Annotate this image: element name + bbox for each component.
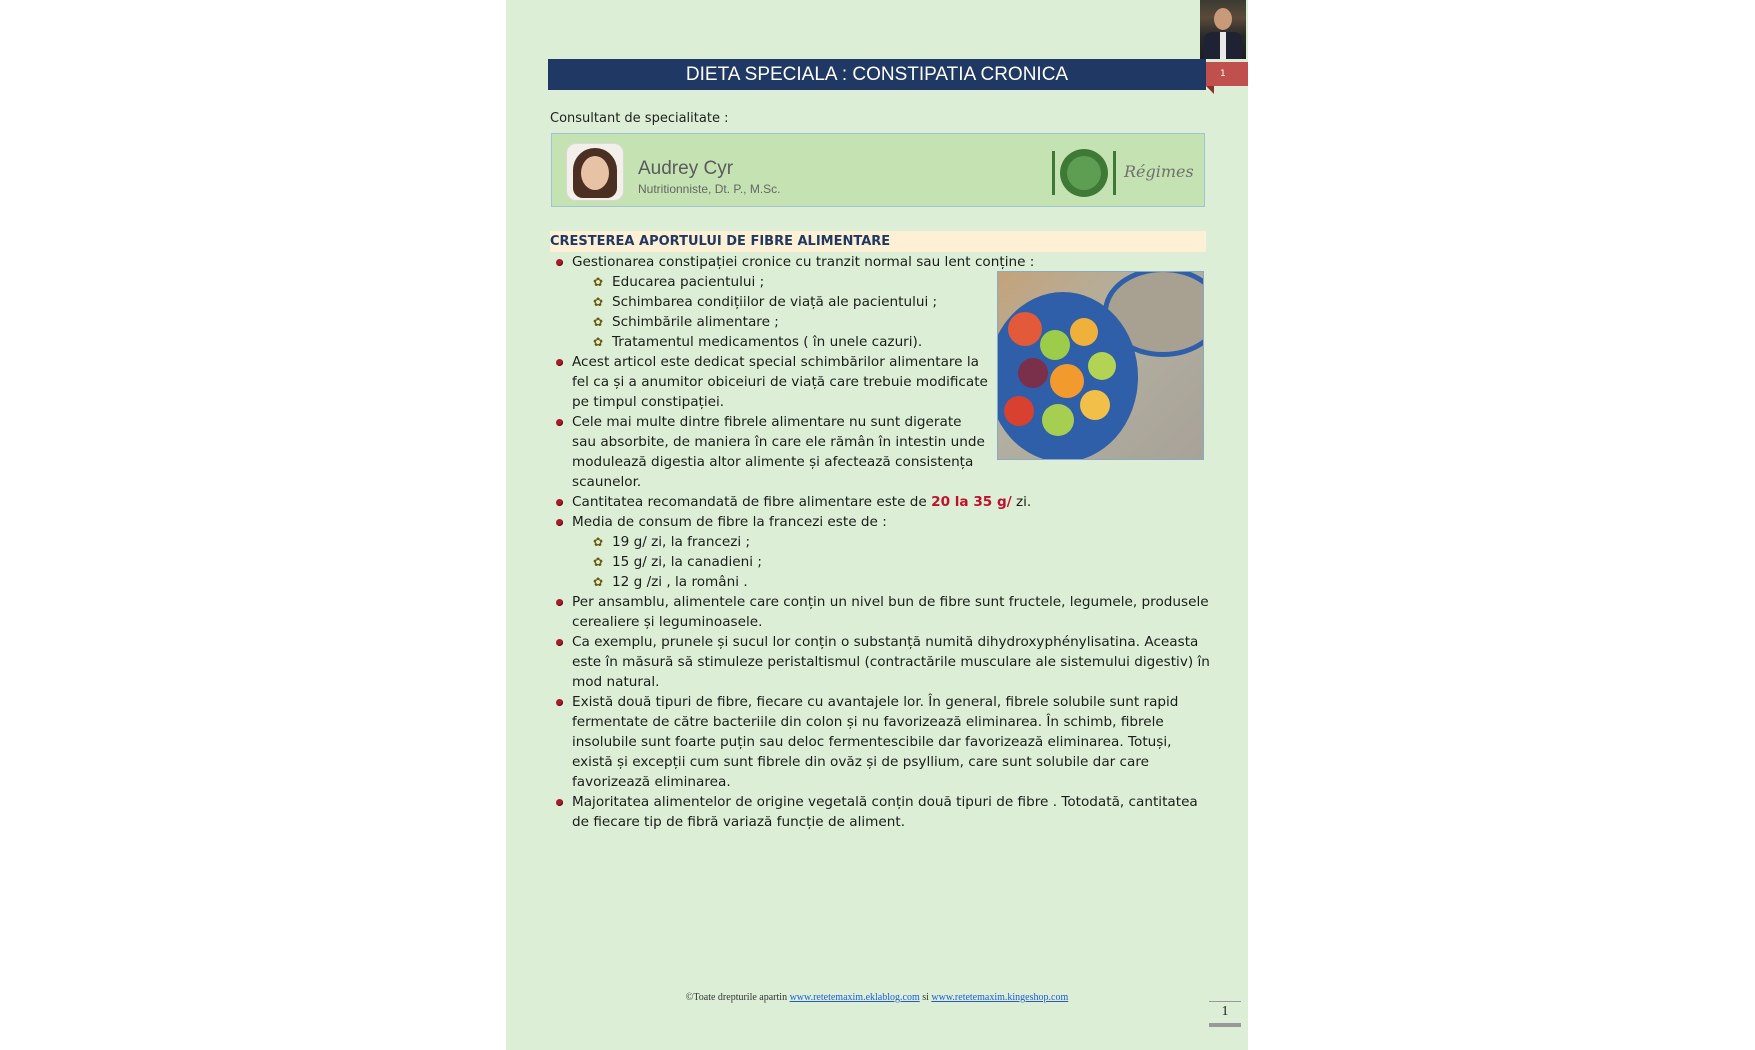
page-ribbon: 1: [1206, 62, 1248, 86]
bullet-sub-icon: ✿: [593, 335, 604, 349]
eklablog-link[interactable]: www.retetemaxim.eklablog.com: [789, 992, 920, 1003]
bullet-icon: [556, 519, 563, 526]
article-line: modulează digestia altor alimente și afectează consistența: [572, 454, 974, 470]
article-line: 19 g/ zi, la francezi ;: [612, 534, 751, 550]
article-line: fel ca și a anumitor obiceiuri de viață care trebuie modificate: [572, 374, 988, 390]
article-line: Majoritatea alimentelor de origine vegetală conțin două tipuri de fibre . Totodată, cantitatea: [572, 794, 1198, 810]
article-line: sau absorbite, de maniera în care ele rămân în intestin unde: [572, 434, 985, 450]
document-page: [506, 0, 1248, 1050]
bullet-icon: [556, 799, 563, 806]
article-line: 12 g /zi , la români .: [612, 574, 748, 590]
article-line: Ca exemplu, prunele și sucul lor conțin o substanță numită dihydroxyphénylisatina. Aceasta: [572, 634, 1199, 650]
section-heading: CRESTEREA APORTULUI DE FIBRE ALIMENTARE: [550, 231, 1206, 252]
article-line: este în măsură să stimuleze peristaltismul (contractările musculare ale sistemului digestiv) în: [572, 654, 1210, 670]
article-line: favorizează eliminarea.: [572, 774, 731, 790]
article-line: Per ansamblu, alimentele care conțin un nivel bun de fibre sunt fructele, legumele, produsele: [572, 594, 1209, 610]
article-line: există și excepții cum sunt fibrele din ovăz și de psyllium, care sunt solubile dar care: [572, 754, 1150, 770]
article-line: mod natural.: [572, 674, 660, 690]
article-line: fermentate de către bacteriile din colon și nu favorizează eliminarea. În schimb, fibrele: [572, 714, 1164, 730]
bullet-sub-icon: ✿: [593, 555, 604, 569]
bullet-sub-icon: ✿: [593, 275, 604, 289]
fiber-recommendation: 20 la 35 g/: [931, 494, 1012, 510]
article-line: scaunelor.: [572, 474, 642, 490]
article-line: Educarea pacientului ;: [612, 274, 765, 290]
article-line: Acest articol este dedicat special schimbărilor alimentare la: [572, 354, 979, 370]
bullet-icon: [556, 699, 563, 706]
regimes-logo: Régimes: [1124, 162, 1194, 181]
article-line: de fiecare tip de fibră variază funcție de aliment.: [572, 814, 906, 830]
page-title: DIETA SPECIALA : CONSTIPATIA CRONICA: [548, 59, 1206, 90]
bullet-sub-icon: ✿: [593, 315, 604, 329]
article-line: 15 g/ zi, la canadieni ;: [612, 554, 762, 570]
link-separator: si: [919, 992, 932, 1003]
article-line: cerealiere și leguminoasele.: [572, 614, 763, 630]
article-line: Schimbarea condițiilor de viață ale pacientului ;: [612, 294, 938, 310]
kingeshop-link[interactable]: www.retetemaxim.kingeshop.com: [931, 992, 1069, 1003]
bullet-icon: [556, 359, 563, 366]
bullet-icon: [556, 419, 563, 426]
article-line: insolubile sunt foarte puțin sau deloc fermentescibile dar favorizează eliminarea. Totuși,: [572, 734, 1172, 750]
consultant-card: [551, 133, 1205, 207]
fruit-bowl-image: [997, 271, 1204, 460]
consultant-credentials: Nutritionniste, Dt. P., M.Sc.: [638, 182, 781, 196]
article-line: pe timpul constipației.: [572, 394, 725, 410]
bullet-icon: [556, 639, 563, 646]
article-line: Tratamentul medicamentos ( în unele cazuri).: [612, 334, 923, 350]
author-photo: [1200, 0, 1246, 59]
consultant-label: Consultant de specialitate :: [550, 111, 729, 126]
avatar: [566, 143, 624, 201]
copyright-footer: [506, 992, 1248, 1003]
article-line: Cele mai multe dintre fibrele alimentare nu sunt digerate: [572, 414, 962, 430]
consultant-name: Audrey Cyr: [638, 158, 734, 179]
article-line: Gestionarea constipației cronice cu tranzit normal sau lent conține :: [572, 254, 1035, 270]
copyright-text: ©Toate drepturile apartin: [685, 992, 790, 1003]
article-line: Există două tipuri de fibre, fiecare cu avantajele lor. În general, fibrele solubile sunt rapid: [572, 694, 1179, 710]
article-line: Schimbările alimentare ;: [612, 314, 779, 330]
bullet-icon: [556, 499, 563, 506]
bullet-icon: [556, 259, 563, 266]
bullet-sub-icon: ✿: [593, 535, 604, 549]
page-number: 1: [1209, 1001, 1241, 1027]
bullet-sub-icon: ✿: [593, 575, 604, 589]
bullet-sub-icon: ✿: [593, 295, 604, 309]
article-line: Cantitatea recomandată de fibre alimentare este de 20 la 35 g/ zi.: [572, 494, 1032, 510]
article-line: Media de consum de fibre la francezi este de :: [572, 514, 887, 530]
plate-cutlery-icon: [1050, 147, 1118, 199]
bullet-icon: [556, 599, 563, 606]
